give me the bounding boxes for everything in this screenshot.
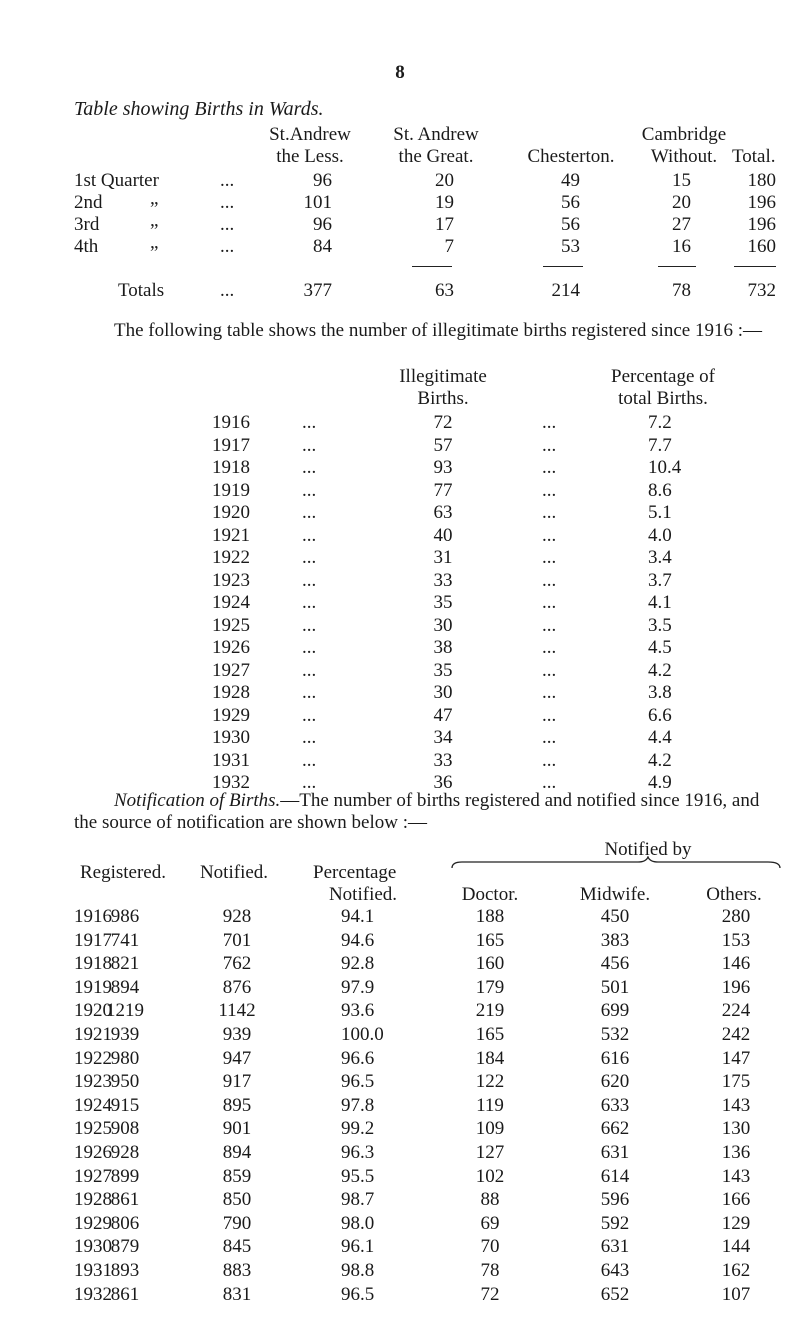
year-cell: 1916 <box>74 906 112 927</box>
illegitimate-percentage-cell: 4.9 <box>648 772 672 793</box>
notification-heading: Notification of Births. <box>114 790 281 811</box>
notification-notified-cell: 901 <box>222 1118 252 1140</box>
wards-cell: 20 <box>435 170 454 191</box>
year-cell: 1919 <box>212 479 250 501</box>
leader-dots: ... <box>220 192 235 213</box>
leader-dots: ... <box>302 772 317 793</box>
illegitimate-percentage-cell: 5.1 <box>648 502 672 523</box>
notification-others-cell: 153 <box>721 929 751 951</box>
notification-registered-cell: 861 <box>110 1283 140 1305</box>
year-cell: 1929 <box>74 1212 112 1234</box>
year-cell: 1921 <box>74 1024 112 1045</box>
header-st-andrew-great-line1: St. Andrew <box>393 124 479 145</box>
year-cell: 1923 <box>212 569 250 591</box>
totals-cell: 214 <box>551 280 580 301</box>
wards-cell: 53 <box>561 236 580 257</box>
year-cell: 1924 <box>212 592 250 613</box>
wards-cell: 96 <box>313 170 332 191</box>
notification-others-cell: 107 <box>721 1283 751 1305</box>
notification-doctor-cell: 165 <box>475 1024 505 1045</box>
notification-doctor-cell: 188 <box>475 906 505 927</box>
wards-cell: 101 <box>303 192 332 213</box>
header-midwife: Midwife. <box>579 884 651 905</box>
leader-dots: ... <box>542 434 557 456</box>
notification-registered-cell: 894 <box>110 976 140 998</box>
leader-dots: ... <box>542 457 557 478</box>
header-illegitimate-line2: Births. <box>417 388 469 409</box>
year-cell: 1925 <box>74 1118 112 1140</box>
notification-notified-cell: 876 <box>222 976 252 998</box>
notification-midwife-cell: 633 <box>600 1094 630 1116</box>
wards-cell: 96 <box>313 214 332 235</box>
notification-notified-cell: 939 <box>222 1024 252 1045</box>
notification-registered-cell: 893 <box>110 1260 140 1281</box>
totals-cell: 377 <box>303 280 332 301</box>
notification-midwife-cell: 596 <box>600 1189 630 1211</box>
notification-registered-cell: 1219 <box>106 1000 144 1022</box>
notification-doctor-cell: 72 <box>480 1283 500 1305</box>
header-registered: Registered. <box>79 862 167 883</box>
ditto-mark: „ <box>150 232 159 253</box>
notification-registered-cell: 861 <box>110 1189 140 1211</box>
notification-doctor-cell: 119 <box>476 1094 504 1116</box>
header-st-andrew-less-line2: the Less. <box>276 146 344 167</box>
leader-dots: ... <box>542 524 557 546</box>
notification-pct-cell: 94.6 <box>341 929 375 951</box>
year-cell: 1924 <box>74 1094 112 1116</box>
header-doctor: Doctor. <box>461 884 519 905</box>
header-st-andrew-great-line2: the Great. <box>398 146 474 167</box>
leader-dots: ... <box>220 214 235 235</box>
notification-pct-cell: 100.0 <box>341 1024 384 1045</box>
illegitimate-percentage-cell: 7.2 <box>648 412 672 433</box>
page-number: 8 <box>395 62 405 83</box>
leader-dots: ... <box>542 749 557 771</box>
leader-dots: ... <box>542 547 557 568</box>
leader-dots: ... <box>302 614 317 636</box>
illegitimate-births-cell: 93 <box>433 457 453 478</box>
notification-doctor-cell: 179 <box>475 976 505 998</box>
leader-dots: ... <box>542 682 557 703</box>
illegitimate-percentage-cell: 3.5 <box>648 614 672 636</box>
notification-doctor-cell: 184 <box>475 1047 505 1069</box>
illegitimate-births-cell: 57 <box>433 434 453 456</box>
notification-midwife-cell: 592 <box>600 1212 630 1234</box>
notification-notified-cell: 850 <box>222 1189 252 1211</box>
totals-cell: 63 <box>435 280 454 301</box>
notification-others-cell: 196 <box>721 976 751 998</box>
notification-pct-cell: 96.5 <box>341 1283 375 1305</box>
wards-cell: 56 <box>561 214 580 235</box>
notification-midwife-cell: 614 <box>600 1165 630 1187</box>
leader-dots: ... <box>302 479 317 501</box>
year-cell: 1929 <box>212 704 250 726</box>
notification-others-cell: 146 <box>721 953 751 975</box>
notification-notified-cell: 701 <box>222 929 252 951</box>
leader-dots: ... <box>302 524 317 546</box>
wards-table-title: Table showing Births in Wards. <box>74 98 324 120</box>
notification-doctor-cell: 88 <box>480 1189 500 1211</box>
notification-midwife-cell: 620 <box>600 1071 630 1093</box>
header-st-andrew-less-line1: St.Andrew <box>269 124 351 145</box>
illegitimate-percentage-cell: 4.2 <box>648 749 672 771</box>
year-cell: 1930 <box>212 727 250 748</box>
notification-others-cell: 130 <box>721 1118 751 1140</box>
notification-pct-cell: 96.1 <box>341 1236 375 1258</box>
notification-notified-cell: 894 <box>222 1142 252 1163</box>
header-others: Others. <box>706 884 762 905</box>
rule <box>543 266 583 267</box>
leader-dots: ... <box>302 592 317 613</box>
rule <box>658 266 696 267</box>
wards-cell: 27 <box>672 214 691 235</box>
leader-dots: ... <box>542 592 557 613</box>
wards-cell: 16 <box>672 236 691 257</box>
illegitimate-births-cell: 36 <box>433 772 453 793</box>
notification-others-cell: 242 <box>721 1024 751 1045</box>
year-cell: 1932 <box>74 1283 112 1305</box>
wards-cell: 56 <box>561 192 580 213</box>
notification-registered-cell: 879 <box>110 1236 140 1258</box>
illegitimate-percentage-cell: 3.7 <box>648 569 672 591</box>
year-cell: 1928 <box>212 682 250 703</box>
notification-notified-cell: 883 <box>222 1260 252 1281</box>
year-cell: 1918 <box>212 457 250 478</box>
header-percentage-line1: Percentage of <box>611 366 715 387</box>
notification-doctor-cell: 122 <box>475 1071 505 1093</box>
notification-pct-cell: 99.2 <box>341 1118 375 1140</box>
notification-others-cell: 144 <box>721 1236 751 1258</box>
notification-midwife-cell: 532 <box>600 1024 630 1045</box>
wards-cell: 15 <box>672 170 691 191</box>
notification-midwife-cell: 456 <box>600 953 630 975</box>
leader-dots: ... <box>302 749 317 771</box>
year-cell: 1931 <box>74 1260 112 1281</box>
notified-by-label: Notified by <box>604 839 692 860</box>
notification-registered-cell: 939 <box>110 1024 140 1045</box>
leader-dots: ... <box>542 479 557 501</box>
year-cell: 1920 <box>212 502 250 523</box>
notification-text: —The number of births registered and notified since 1916, and the source of notification are shown below :— <box>74 790 760 833</box>
notification-midwife-cell: 383 <box>600 929 630 951</box>
notification-doctor-cell: 109 <box>475 1118 505 1140</box>
ditto-mark: „ <box>150 210 159 231</box>
leader-dots: ... <box>302 659 317 681</box>
notification-doctor-cell: 102 <box>475 1165 505 1187</box>
illegitimate-births-cell: 77 <box>433 479 453 501</box>
notification-doctor-cell: 160 <box>475 953 505 975</box>
header-total: Total. <box>732 146 776 167</box>
illegitimate-births-cell: 72 <box>433 412 453 433</box>
illegitimate-percentage-cell: 3.4 <box>648 547 672 568</box>
wards-cell: 20 <box>672 192 691 213</box>
quarter-label: 3rd <box>74 214 100 235</box>
year-cell: 1918 <box>74 953 112 975</box>
notification-midwife-cell: 616 <box>600 1047 630 1069</box>
header-percentage-line2: total Births. <box>618 388 708 409</box>
notification-others-cell: 162 <box>721 1260 751 1281</box>
notification-notified-cell: 762 <box>222 953 252 975</box>
leader-dots: ... <box>542 727 557 748</box>
illegitimate-births-cell: 35 <box>433 592 453 613</box>
leader-dots: ... <box>542 569 557 591</box>
totals-label: Totals <box>118 280 165 301</box>
leader-dots: ... <box>302 412 317 433</box>
notification-pct-cell: 98.8 <box>341 1260 375 1281</box>
header-chesterton: Chesterton. <box>527 146 615 167</box>
notification-pct-cell: 96.6 <box>341 1047 375 1069</box>
header-percentage-line1: Percentage <box>313 862 397 883</box>
notification-notified-cell: 947 <box>222 1047 252 1069</box>
notification-doctor-cell: 127 <box>475 1142 505 1163</box>
year-cell: 1922 <box>212 547 250 568</box>
leader-dots: ... <box>542 502 557 523</box>
illegitimate-births-cell: 38 <box>433 637 453 658</box>
leader-dots: ... <box>302 637 317 658</box>
year-cell: 1926 <box>74 1142 112 1163</box>
notification-others-cell: 143 <box>721 1094 751 1116</box>
notification-doctor-cell: 78 <box>480 1260 500 1281</box>
notification-others-cell: 280 <box>721 906 751 927</box>
leader-dots: ... <box>542 659 557 681</box>
notification-pct-cell: 95.5 <box>341 1165 375 1187</box>
notification-pct-cell: 96.5 <box>341 1071 375 1093</box>
year-cell: 1925 <box>212 614 250 636</box>
notification-notified-cell: 845 <box>222 1236 252 1258</box>
quarter-label: 4th <box>74 236 99 257</box>
wards-cell: 196 <box>747 192 776 213</box>
notification-registered-cell: 980 <box>110 1047 140 1069</box>
notification-midwife-cell: 652 <box>600 1283 630 1305</box>
notification-notified-cell: 831 <box>222 1283 252 1305</box>
notification-midwife-cell: 450 <box>600 906 630 927</box>
notification-others-cell: 129 <box>721 1212 751 1234</box>
year-cell: 1917 <box>212 434 250 456</box>
leader-dots: ... <box>220 280 235 301</box>
rule <box>412 266 452 267</box>
year-cell: 1920 <box>74 1000 112 1022</box>
quarter-label: 2nd <box>74 192 103 213</box>
leader-dots: ... <box>302 727 317 748</box>
notification-pct-cell: 97.8 <box>341 1094 375 1116</box>
year-cell: 1921 <box>212 524 250 546</box>
illegitimate-percentage-cell: 4.0 <box>648 524 672 546</box>
year-cell: 1916 <box>212 412 250 433</box>
notification-registered-cell: 986 <box>110 906 140 927</box>
notification-notified-cell: 1142 <box>218 1000 256 1022</box>
leader-dots: ... <box>302 434 317 456</box>
year-cell: 1932 <box>212 772 250 793</box>
illegitimate-births-cell: 30 <box>433 614 453 636</box>
illegitimate-births-cell: 63 <box>433 502 453 523</box>
header-cambridge-without-line2: Without. <box>650 146 718 167</box>
illegitimate-births-cell: 34 <box>433 727 453 748</box>
rule <box>734 266 776 267</box>
ditto-mark: „ <box>150 188 159 209</box>
year-cell: 1923 <box>74 1071 112 1093</box>
notification-others-cell: 224 <box>721 1000 751 1022</box>
year-cell: 1917 <box>74 929 112 951</box>
notification-pct-cell: 98.0 <box>341 1212 375 1234</box>
notification-paragraph <box>74 790 774 834</box>
leader-dots: ... <box>220 170 235 191</box>
year-cell: 1926 <box>212 637 250 658</box>
notification-pct-cell: 96.3 <box>341 1142 375 1163</box>
illegitimate-percentage-cell: 4.2 <box>648 659 672 681</box>
wards-cell: 49 <box>561 170 580 191</box>
notification-pct-cell: 94.1 <box>341 906 375 927</box>
leader-dots: ... <box>542 704 557 726</box>
notification-registered-cell: 908 <box>110 1118 140 1140</box>
year-cell: 1922 <box>74 1047 112 1069</box>
illegitimate-births-cell: 33 <box>433 749 453 771</box>
notification-midwife-cell: 662 <box>600 1118 630 1140</box>
wards-cell: 17 <box>435 214 454 235</box>
illegitimate-births-cell: 35 <box>433 659 453 681</box>
notification-pct-cell: 92.8 <box>341 953 375 975</box>
notification-midwife-cell: 699 <box>600 1000 630 1022</box>
header-percentage-line2: Notified. <box>328 884 398 905</box>
leader-dots: ... <box>302 569 317 591</box>
notification-doctor-cell: 70 <box>480 1236 500 1258</box>
notification-notified-cell: 790 <box>222 1212 252 1234</box>
wards-cell: 84 <box>313 236 332 257</box>
notification-pct-cell: 98.7 <box>341 1189 375 1211</box>
quarter-label: 1st Quarter <box>74 170 159 191</box>
illegitimate-intro: The following table shows the number of illegitimate births registered since 1916 :— <box>114 320 762 341</box>
notification-others-cell: 136 <box>721 1142 751 1163</box>
notification-others-cell: 147 <box>721 1047 751 1069</box>
notification-registered-cell: 821 <box>110 953 140 975</box>
illegitimate-percentage-cell: 3.8 <box>648 682 672 703</box>
year-cell: 1919 <box>74 976 112 998</box>
leader-dots: ... <box>542 772 557 793</box>
notification-notified-cell: 859 <box>222 1165 252 1187</box>
notification-doctor-cell: 165 <box>475 929 505 951</box>
notification-others-cell: 166 <box>721 1189 751 1211</box>
illegitimate-percentage-cell: 4.5 <box>648 637 672 658</box>
year-cell: 1927 <box>212 659 250 681</box>
notification-registered-cell: 928 <box>110 1142 140 1163</box>
leader-dots: ... <box>302 502 317 523</box>
header-illegitimate-line1: Illegitimate <box>399 366 487 387</box>
illegitimate-percentage-cell: 6.6 <box>648 704 672 726</box>
notification-midwife-cell: 501 <box>600 976 630 998</box>
leader-dots: ... <box>542 614 557 636</box>
illegitimate-births-cell: 47 <box>433 704 453 726</box>
notification-pct-cell: 93.6 <box>341 1000 375 1022</box>
notification-doctor-cell: 219 <box>475 1000 505 1022</box>
totals-cell: 732 <box>747 280 776 301</box>
wards-cell: 7 <box>444 236 454 257</box>
notification-others-cell: 175 <box>721 1071 751 1093</box>
notification-registered-cell: 950 <box>110 1071 140 1093</box>
notification-registered-cell: 915 <box>110 1094 140 1116</box>
wards-cell: 160 <box>747 236 776 257</box>
header-notified: Notified. <box>199 862 269 883</box>
notified-by-brace <box>448 856 788 874</box>
leader-dots: ... <box>220 236 235 257</box>
notification-others-cell: 143 <box>721 1165 751 1187</box>
leader-dots: ... <box>542 412 557 433</box>
wards-cell: 196 <box>747 214 776 235</box>
leader-dots: ... <box>302 682 317 703</box>
notification-notified-cell: 928 <box>222 906 252 927</box>
year-cell: 1930 <box>74 1236 112 1258</box>
notification-registered-cell: 899 <box>110 1165 140 1187</box>
illegitimate-births-cell: 33 <box>433 569 453 591</box>
notification-registered-cell: 741 <box>110 929 140 951</box>
illegitimate-births-cell: 40 <box>433 524 453 546</box>
totals-cell: 78 <box>672 280 691 301</box>
illegitimate-percentage-cell: 10.4 <box>648 457 682 478</box>
notification-doctor-cell: 69 <box>480 1212 500 1234</box>
notification-midwife-cell: 643 <box>600 1260 630 1281</box>
leader-dots: ... <box>302 547 317 568</box>
notification-notified-cell: 917 <box>222 1071 252 1093</box>
header-cambridge-without-line1: Cambridge <box>641 124 727 145</box>
year-cell: 1927 <box>74 1165 112 1187</box>
illegitimate-percentage-cell: 7.7 <box>648 434 672 456</box>
notification-pct-cell: 97.9 <box>341 976 375 998</box>
wards-cell: 19 <box>435 192 454 213</box>
wards-cell: 180 <box>747 170 776 191</box>
leader-dots: ... <box>542 637 557 658</box>
illegitimate-percentage-cell: 4.1 <box>648 592 672 613</box>
year-cell: 1928 <box>74 1189 112 1211</box>
notification-registered-cell: 806 <box>110 1212 140 1234</box>
notification-midwife-cell: 631 <box>600 1236 630 1258</box>
illegitimate-births-cell: 31 <box>433 547 453 568</box>
year-cell: 1931 <box>212 749 250 771</box>
illegitimate-percentage-cell: 8.6 <box>648 479 672 501</box>
notification-notified-cell: 895 <box>222 1094 252 1116</box>
illegitimate-births-cell: 30 <box>433 682 453 703</box>
notification-midwife-cell: 631 <box>600 1142 630 1163</box>
illegitimate-percentage-cell: 4.4 <box>648 727 672 748</box>
leader-dots: ... <box>302 457 317 478</box>
leader-dots: ... <box>302 704 317 726</box>
